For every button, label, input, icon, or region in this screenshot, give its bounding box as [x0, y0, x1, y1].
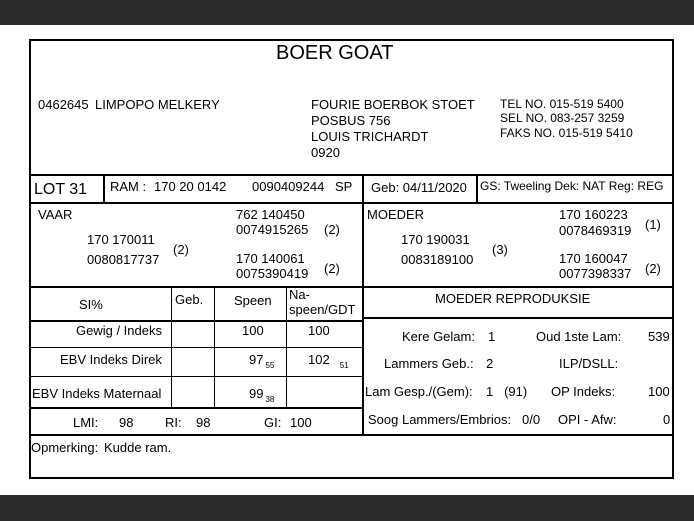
breeder-line-1: FOURIE BOERBOK STOET	[311, 97, 475, 112]
divider-pedigree	[31, 286, 672, 288]
sire-granddam-id: 0075390419	[236, 266, 309, 281]
row-maternaal-label: EBV Indeks Maternaal	[32, 386, 162, 401]
sire-mark: (2)	[173, 242, 189, 257]
table-row-divider-1	[31, 347, 362, 348]
sire-label: VAAR	[38, 207, 73, 222]
header-si: SI%	[79, 297, 103, 312]
divider-remark	[31, 434, 672, 436]
breeder-line-4: 0920	[311, 145, 340, 160]
lmi-label: LMI:	[73, 415, 99, 430]
row-direk-speen: 97 $_{55}$	[249, 352, 275, 370]
repro-lammers-label: Lammers Geb.:	[384, 356, 474, 371]
divider-header	[31, 174, 672, 176]
ri-label: RI:	[165, 415, 182, 430]
remark-label: Opmerking:	[31, 440, 99, 455]
paper-sheet	[0, 25, 694, 495]
dam-grandsire-number: 170 160047	[559, 251, 628, 266]
ram-label: RAM :	[110, 179, 147, 194]
table-bottom-divider	[31, 407, 362, 409]
repro-ilp-label: ILP/DSLL:	[559, 356, 619, 371]
repro-lammers-value: 2	[486, 356, 494, 371]
gs-dek-reg: GS: Tweeling Dek: NAT Reg: REG	[480, 179, 664, 193]
ram-number: 170 20 0142	[154, 179, 227, 194]
repro-soog-value: 0/0	[522, 412, 541, 427]
row-direk-na: 102 $_{51}$	[308, 352, 349, 370]
breeder-line-3: LOUIS TRICHARDT	[311, 129, 429, 144]
repro-oud-label: Oud 1ste Lam:	[536, 329, 622, 344]
gs-separator	[476, 174, 478, 204]
repro-oud-value: 539	[648, 329, 670, 344]
table-row-divider-2	[31, 376, 362, 377]
header-speen: Speen	[234, 293, 272, 308]
dam-granddam-mark: (1)	[645, 217, 661, 232]
gi-value: 100	[290, 415, 312, 430]
sire-grandsire-id: 0074915265	[236, 222, 309, 237]
header-na: Na-	[289, 287, 310, 302]
row-maternaal-speen: 99 $_{38}$	[249, 386, 275, 404]
contact-fax: FAKS NO. 015-519 5410	[500, 126, 633, 140]
sire-grandsire-number: 762 140450	[236, 207, 305, 222]
dam-granddam-number: 170 160223	[559, 207, 628, 222]
dam-granddam-id: 0078469319	[559, 223, 632, 238]
sire-granddam-number: 170 140061	[236, 251, 305, 266]
ram-id: 0090409244	[252, 179, 325, 194]
dam-grandsire-mark: (2)	[645, 261, 661, 276]
repro-opi-label: OPI - Afw:	[558, 412, 617, 427]
dam-mark: (3)	[492, 242, 508, 257]
owner-code: 0462645	[38, 97, 89, 112]
ram-sp: SP	[335, 179, 353, 194]
page-title: BOER GOAT	[276, 42, 394, 64]
birth-separator	[362, 174, 364, 204]
repro-op-label: OP Indeks:	[551, 384, 616, 399]
sire-granddam-mark: (2)	[324, 261, 340, 276]
divider-lot	[31, 202, 672, 204]
ri-value: 98	[196, 415, 211, 430]
owner-name: LIMPOPO MELKERY	[95, 97, 220, 112]
dam-grandsire-id: 0077398337	[559, 266, 632, 281]
header-speen-gdt: speen/GDT	[289, 302, 356, 317]
contact-sel: SEL NO. 083-257 3259	[500, 111, 625, 125]
repro-title-divider	[362, 317, 672, 319]
table-header-divider	[31, 320, 362, 322]
breeder-line-2: POSBUS 756	[311, 113, 391, 128]
row-gewig-na: 100	[308, 323, 330, 338]
repro-op-value: 100	[648, 384, 670, 399]
birth-date: Geb: 04/11/2020	[371, 180, 467, 195]
repro-kere-value: 1	[488, 329, 496, 344]
repro-lam-gesp-value: 1 (91)	[486, 384, 528, 399]
lmi-value: 98	[119, 415, 134, 430]
sale-catalogue-card	[29, 39, 674, 479]
repro-opi-value: 0	[663, 412, 671, 427]
repro-kere-label: Kere Gelam:	[402, 329, 475, 344]
pedigree-separator	[362, 202, 364, 288]
row-direk-label: EBV Indeks Direk	[60, 352, 162, 367]
dam-number: 170 190031	[401, 232, 470, 247]
lot-number: LOT 31	[34, 181, 88, 198]
dam-id: 0083189100	[401, 252, 474, 267]
sire-grandsire-mark: (2)	[324, 222, 340, 237]
repro-soog-label: Soog Lammers/Embrios:	[368, 412, 512, 427]
row-gewig-speen: 100	[242, 323, 264, 338]
dam-label: MOEDER	[367, 207, 425, 222]
table-separator	[362, 286, 364, 436]
gi-label: GI:	[264, 415, 282, 430]
lot-separator	[103, 174, 105, 204]
header-geb: Geb.	[175, 292, 204, 307]
row-gewig-label: Gewig / Indeks	[76, 323, 162, 338]
contact-tel: TEL NO. 015-519 5400	[500, 97, 624, 111]
repro-title: MOEDER REPRODUKSIE	[435, 291, 591, 306]
repro-lam-gesp-label: Lam Gesp./(Gem):	[365, 384, 473, 399]
remark-text: Kudde ram.	[104, 440, 172, 455]
sire-number: 170 170011	[87, 232, 155, 247]
sire-id: 0080817737	[87, 252, 160, 267]
